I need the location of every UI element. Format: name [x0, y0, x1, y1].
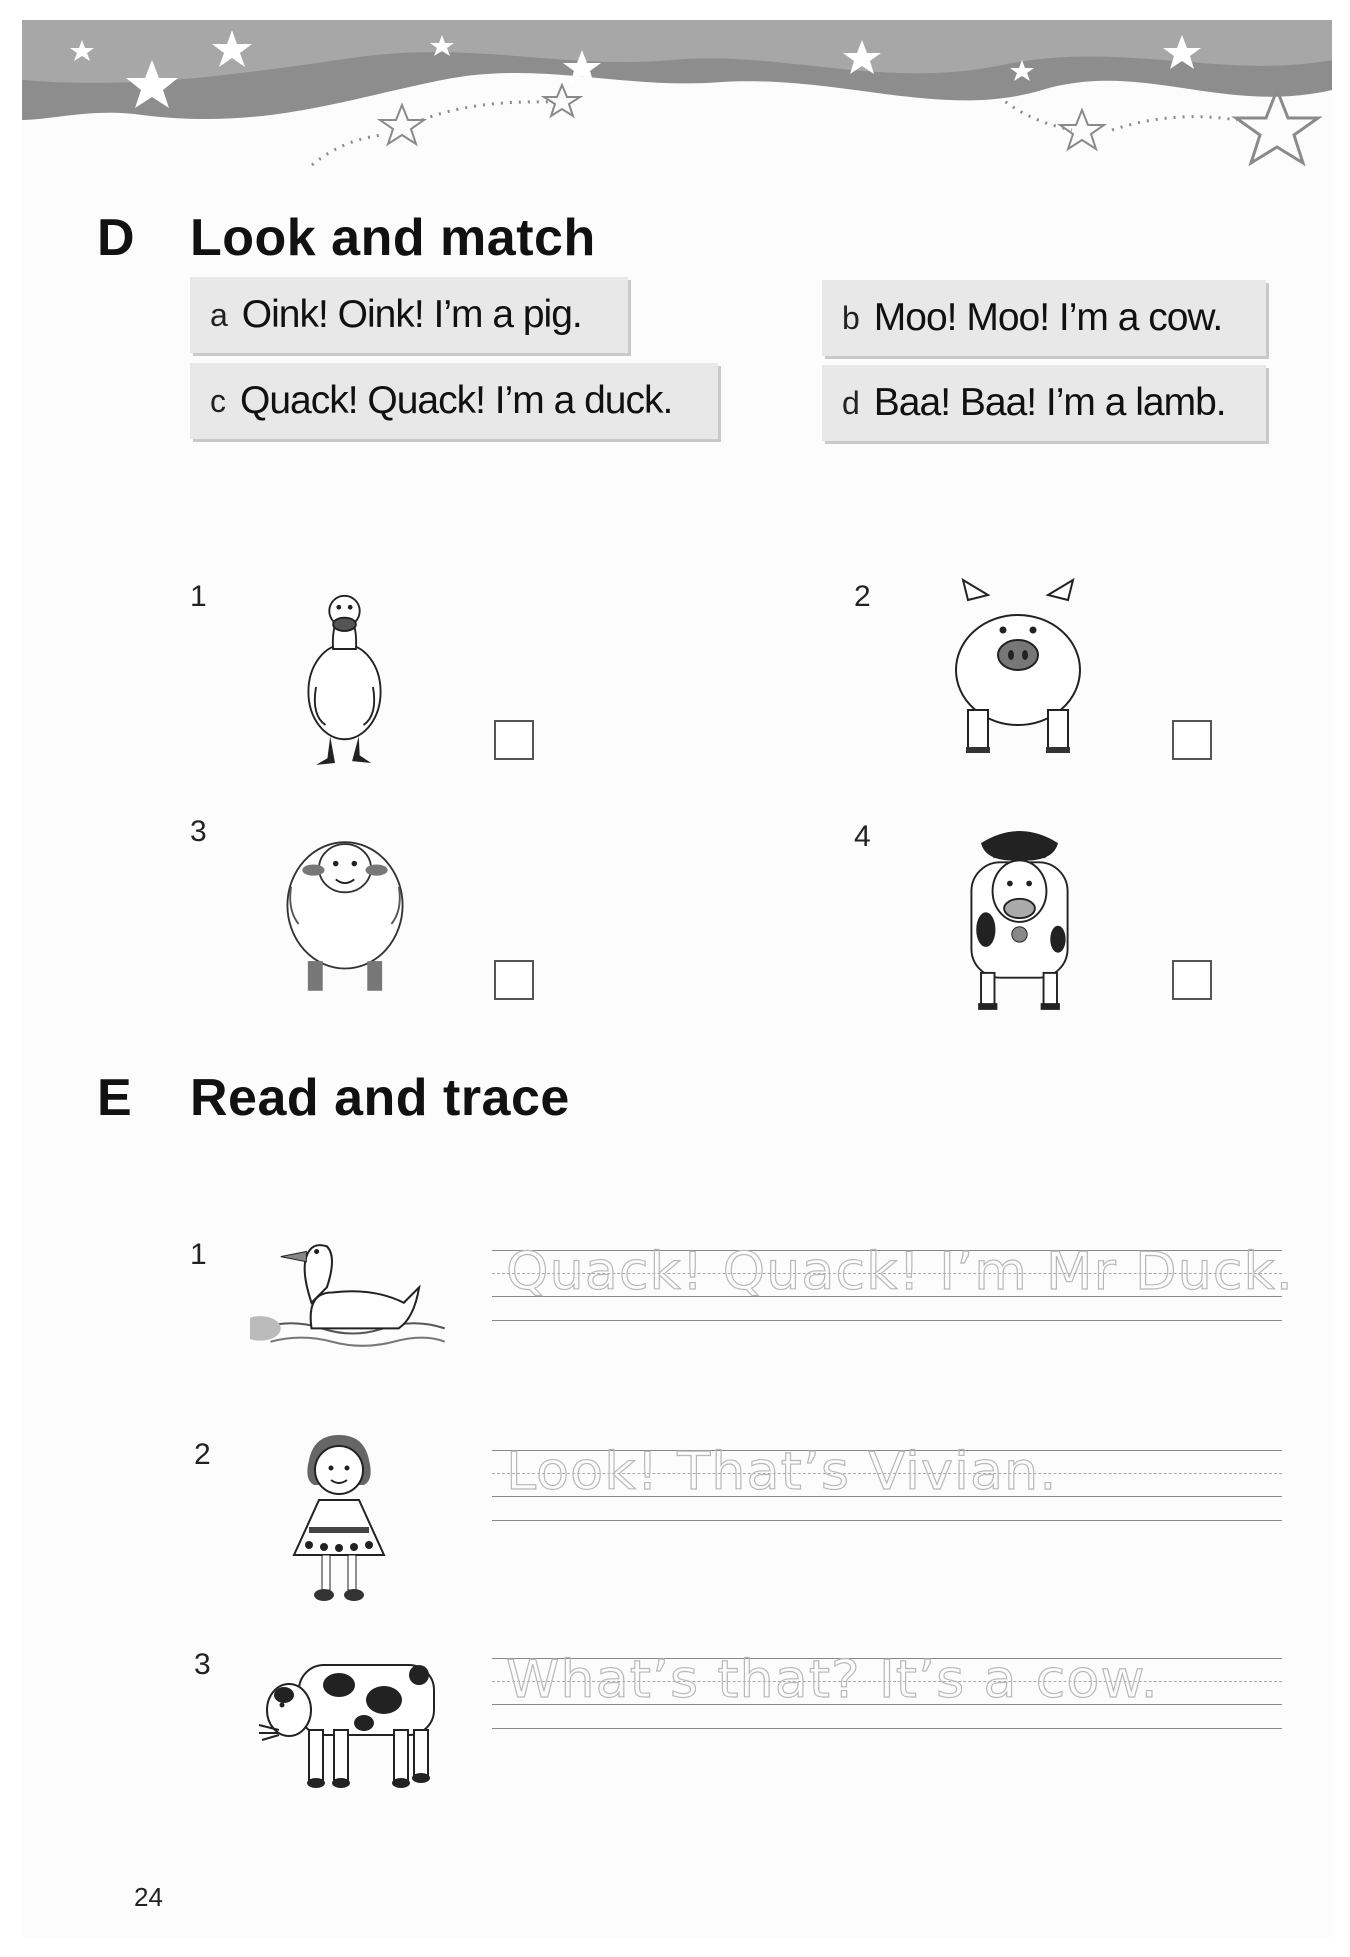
trace-text-1: Quack! Quack! I’m Mr Duck.: [506, 1241, 1294, 1302]
option-d: [822, 365, 1266, 441]
option-d-text: Baa! Baa! I’m a lamb.: [873, 381, 1226, 424]
star-banner: [22, 20, 1332, 220]
option-c: [190, 363, 718, 439]
answer-box-3[interactable]: [494, 960, 534, 1000]
section-e-title: Read and trace: [190, 1069, 570, 1127]
answer-box-2[interactable]: [1172, 720, 1212, 760]
outline-stars: [380, 85, 1318, 163]
lamb-icon: [280, 820, 410, 1000]
match-item-1-number: 1: [190, 580, 207, 613]
trace-item-1-number: 1: [190, 1238, 207, 1271]
trace-line-3[interactable]: [492, 1648, 1282, 1738]
option-a: [190, 277, 628, 353]
duck-icon: [297, 580, 392, 775]
grazing-cow-icon: [254, 1645, 444, 1795]
pig-icon: [948, 570, 1088, 760]
trace-item-3-number: 3: [194, 1648, 211, 1681]
cow-icon: [957, 820, 1082, 1020]
option-d-letter: d: [842, 384, 860, 421]
trace-line-1[interactable]: [492, 1240, 1294, 1330]
option-a-text: Oink! Oink! I’m a pig.: [241, 293, 582, 336]
option-b-text: Moo! Moo! I’m a cow.: [873, 296, 1223, 339]
section-e-letter: E: [97, 1069, 132, 1127]
page-number: 24: [134, 1882, 163, 1912]
option-c-text: Quack! Quack! I’m a duck.: [240, 379, 673, 422]
section-d-letter: D: [97, 209, 135, 267]
option-b-letter: b: [842, 299, 860, 336]
match-item-4-number: 4: [854, 820, 871, 853]
trace-line-2[interactable]: [492, 1440, 1282, 1530]
worksheet-page: [22, 20, 1332, 1938]
trace-text-2: Look! That’s Vivian.: [506, 1441, 1058, 1502]
option-a-letter: a: [210, 296, 228, 333]
answer-box-1[interactable]: [494, 720, 534, 760]
trace-item-2-number: 2: [194, 1438, 211, 1471]
match-item-2-number: 2: [854, 580, 871, 613]
answer-box-4[interactable]: [1172, 960, 1212, 1000]
girl-icon: [284, 1430, 394, 1610]
swimming-duck-icon: [250, 1230, 455, 1355]
match-item-3-number: 3: [190, 815, 207, 848]
option-b: [822, 280, 1266, 356]
section-d-title: Look and match: [190, 209, 596, 267]
trace-text-3: What’s that? It’s a cow.: [506, 1649, 1159, 1710]
option-c-letter: c: [210, 382, 226, 419]
